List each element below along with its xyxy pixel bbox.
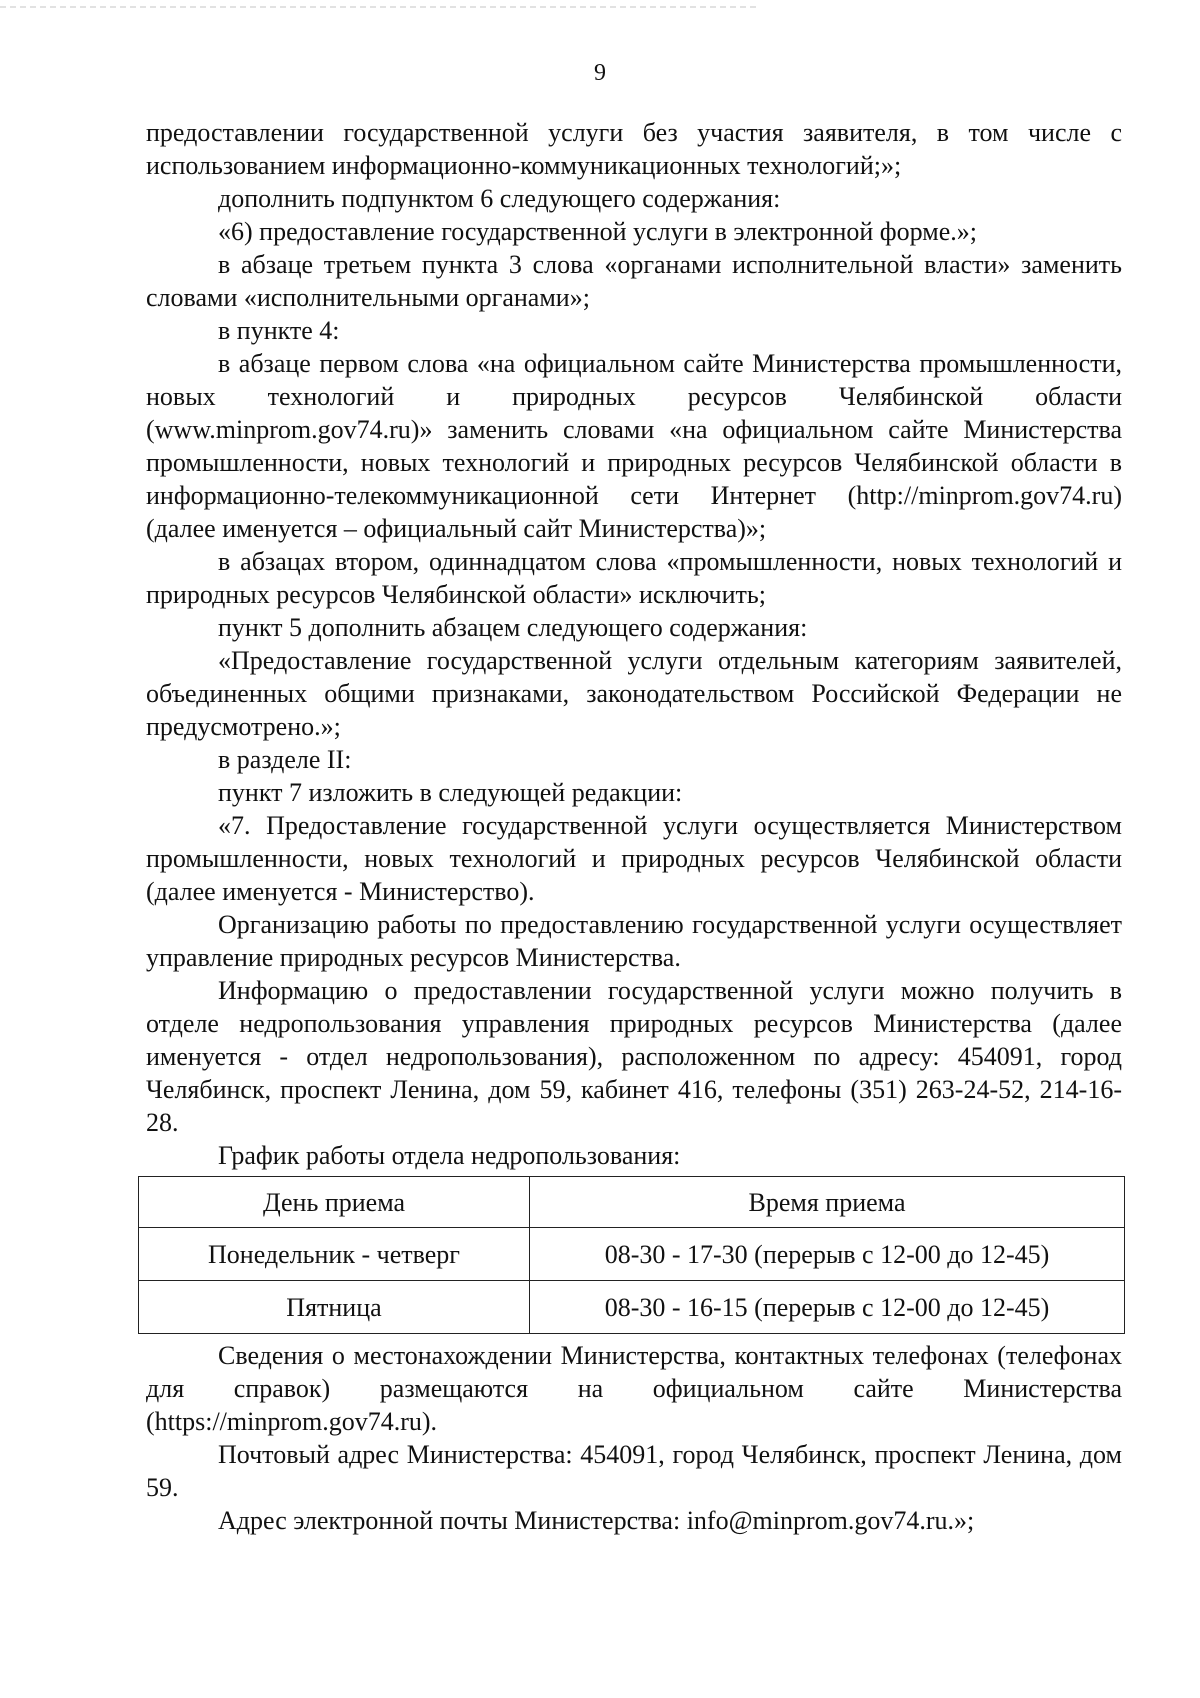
table-cell: 08-30 - 17-30 (перерыв с 12-00 до 12-45) — [530, 1228, 1125, 1281]
paragraph: Адрес электронной почты Министерства: info@minprom.gov74.ru.»; — [218, 1506, 975, 1535]
table-header-cell: Время приема — [530, 1177, 1125, 1228]
paragraph: Почтовый адрес Министерства: 454091, город Челябинск, проспект Ленина, дом 59. — [146, 1440, 1122, 1502]
paragraph: пункт 7 изложить в следующей редакции: — [218, 778, 683, 807]
paragraph: «7. Предоставление государственной услуги осуществляется Министерством промышленности, новых технологий и природных ресурсов Челябинской области (далее именуется - Министерство). — [146, 811, 1122, 906]
paragraph: предоставлении государственной услуги без участия заявителя, в том числе с использованием информационно-коммуникационных технологий;»; — [146, 118, 1122, 180]
paragraph: в пункте 4: — [218, 316, 340, 345]
paragraph: дополнить подпунктом 6 следующего содержания: — [218, 184, 781, 213]
schedule-table — [138, 1176, 1125, 1334]
table-header-cell: День приема — [139, 1177, 530, 1228]
table-cell: Пятница — [139, 1281, 530, 1334]
document-body — [146, 116, 1122, 1537]
paragraph: «6) предоставление государственной услуги в электронной форме.»; — [218, 217, 977, 246]
paragraph: в абзаце первом слова «на официальном сайте Министерства промышленности, новых технологий и природных ресурсов Челябинской области (www.minprom.gov74.ru)» заменить словами «на официальном сайте Министерства промышленности, новых технологий и природных ресурсов Челябинской области в информационно-телекоммуникационной сети Интернет (http://minprom.gov74.ru) (далее именуется – официальный сайт Министерства)»; — [146, 349, 1122, 543]
paragraph: пункт 5 дополнить абзацем следующего содержания: — [218, 613, 808, 642]
paragraph: Информацию о предоставлении государственной услуги можно получить в отделе недропользования управления природных ресурсов Министерства (далее именуется - отдел недропользования), расположенном по адресу: 454091, город Челябинск, проспект Ленина, дом 59, кабинет 416, телефоны (351) 263-24-52, 214-16-28. — [146, 976, 1122, 1137]
paragraph: в абзацах втором, одиннадцатом слова «промышленности, новых технологий и природных ресурсов Челябинской области» исключить; — [146, 547, 1122, 609]
scan-edge-artifact — [0, 6, 760, 8]
paragraph: в разделе II: — [218, 745, 352, 774]
table-row — [139, 1281, 1125, 1334]
page-number: 9 — [594, 60, 606, 86]
schedule-caption: График работы отдела недропользования: — [218, 1141, 681, 1170]
paragraph: Сведения о местонахождении Министерства, контактных телефонах (телефонах для справок) размещаются на официальном сайте Министерства (https://minprom.gov74.ru). — [146, 1341, 1122, 1436]
paragraph: Организацию работы по предоставлению государственной услуги осуществляет управление природных ресурсов Министерства. — [146, 910, 1122, 972]
table-header-row — [139, 1177, 1125, 1228]
paragraph: в абзаце третьем пункта 3 слова «органами исполнительной власти» заменить словами «исполнительными органами»; — [146, 250, 1122, 312]
table-cell: Понедельник - четверг — [139, 1228, 530, 1281]
paragraph: «Предоставление государственной услуги отдельным категориям заявителей, объединенных общими признаками, законодательством Российской Федерации не предусмотрено.»; — [146, 646, 1122, 741]
table-row — [139, 1228, 1125, 1281]
table-cell: 08-30 - 16-15 (перерыв с 12-00 до 12-45) — [530, 1281, 1125, 1334]
